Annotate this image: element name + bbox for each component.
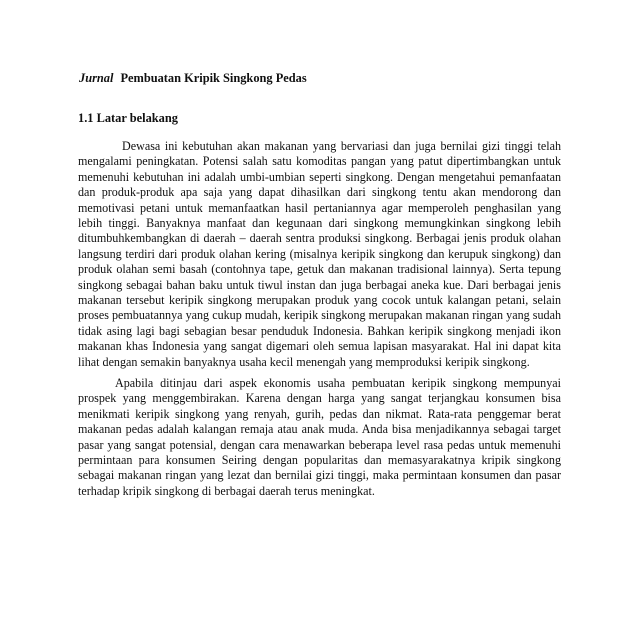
document-header (79, 71, 307, 85)
section-heading: 1.1 Latar belakang (78, 111, 178, 125)
paragraph-1: Dewasa ini kebutuhan akan makanan yang bervariasi dan juga bernilai gizi tinggi telah mengalami peningkatan. Potensi salah satu komoditas pangan yang patut dipertimbangkan untuk memenuhi kebutuhan ini adalah umbi-umbian seperti singkong. Dengan mengetahui pemanfaatan dan produk-produk apa saja yang dapat dihasilkan dari singkong tentu akan mendorong dan memotivasi petani untuk memanfaatkan hasil pertaniannya agar memperoleh penghasilan yang lebih tinggi. Banyaknya manfaat dan kegunaan dari singkong memungkinkan singkong lebih ditumbuhkembangkan di daerah – daerah sentra produksi singkong. Berbagai jenis produk olahan langsung terdiri dari produk olahan kering (misalnya keripik singkong dan kerupuk singkong) dan produk olahan semi basah (contohnya tape, getuk dan makanan tradisional lainnya). Serta tepung singkong sebagai bahan baku untuk tiwul instan dan juga berbagai aneka kue. Dari berbagai jenis makanan tersebut keripik singkong merupakan produk yang cocok untuk kalangan petani, selain proses pembuatannya yang cukup mudah, keripik singkong merupakan makanan ringan yang sudah tidak asing lagi bagi sebagian besar penduduk Indonesia. Bahkan keripik singkong menjadi ikon makanan khas Indonesia yang sangat digemari oleh semua lapisan masyarakat. Hal ini dapat kita lihat dengan semakin banyaknya usaha kecil menengah yang memproduksi keripik singkong. (78, 139, 561, 369)
document-title: Pembuatan Kripik Singkong Pedas (120, 71, 307, 85)
journal-label: Jurnal (79, 71, 114, 85)
paragraph-2: Apabila ditinjau dari aspek ekonomis usaha pembuatan keripik singkong mempunyai prospek yang menggembirakan. Karena dengan harga yang sangat terjangkau konsumen bisa menikmati keripik singkong yang renyah, gurih, pedas dan nikmat. Rata-rata penggemar berat makanan pedas adalah kalangan remaja atau anak muda. Anda bisa menjadikannya sebagai target pasar yang sangat potensial, dengan cara menawarkan beberapa level rasa pedas untuk memenuhi permintaan para konsumen Seiring dengan popularitas dan memasyarakatnya kripik singkong sebagai makanan ringan yang lezat dan bernilai gizi tinggi, maka permintaan konsumen dan pasar terhadap kripik singkong di berbagai daerah terus meningkat. (78, 376, 561, 498)
